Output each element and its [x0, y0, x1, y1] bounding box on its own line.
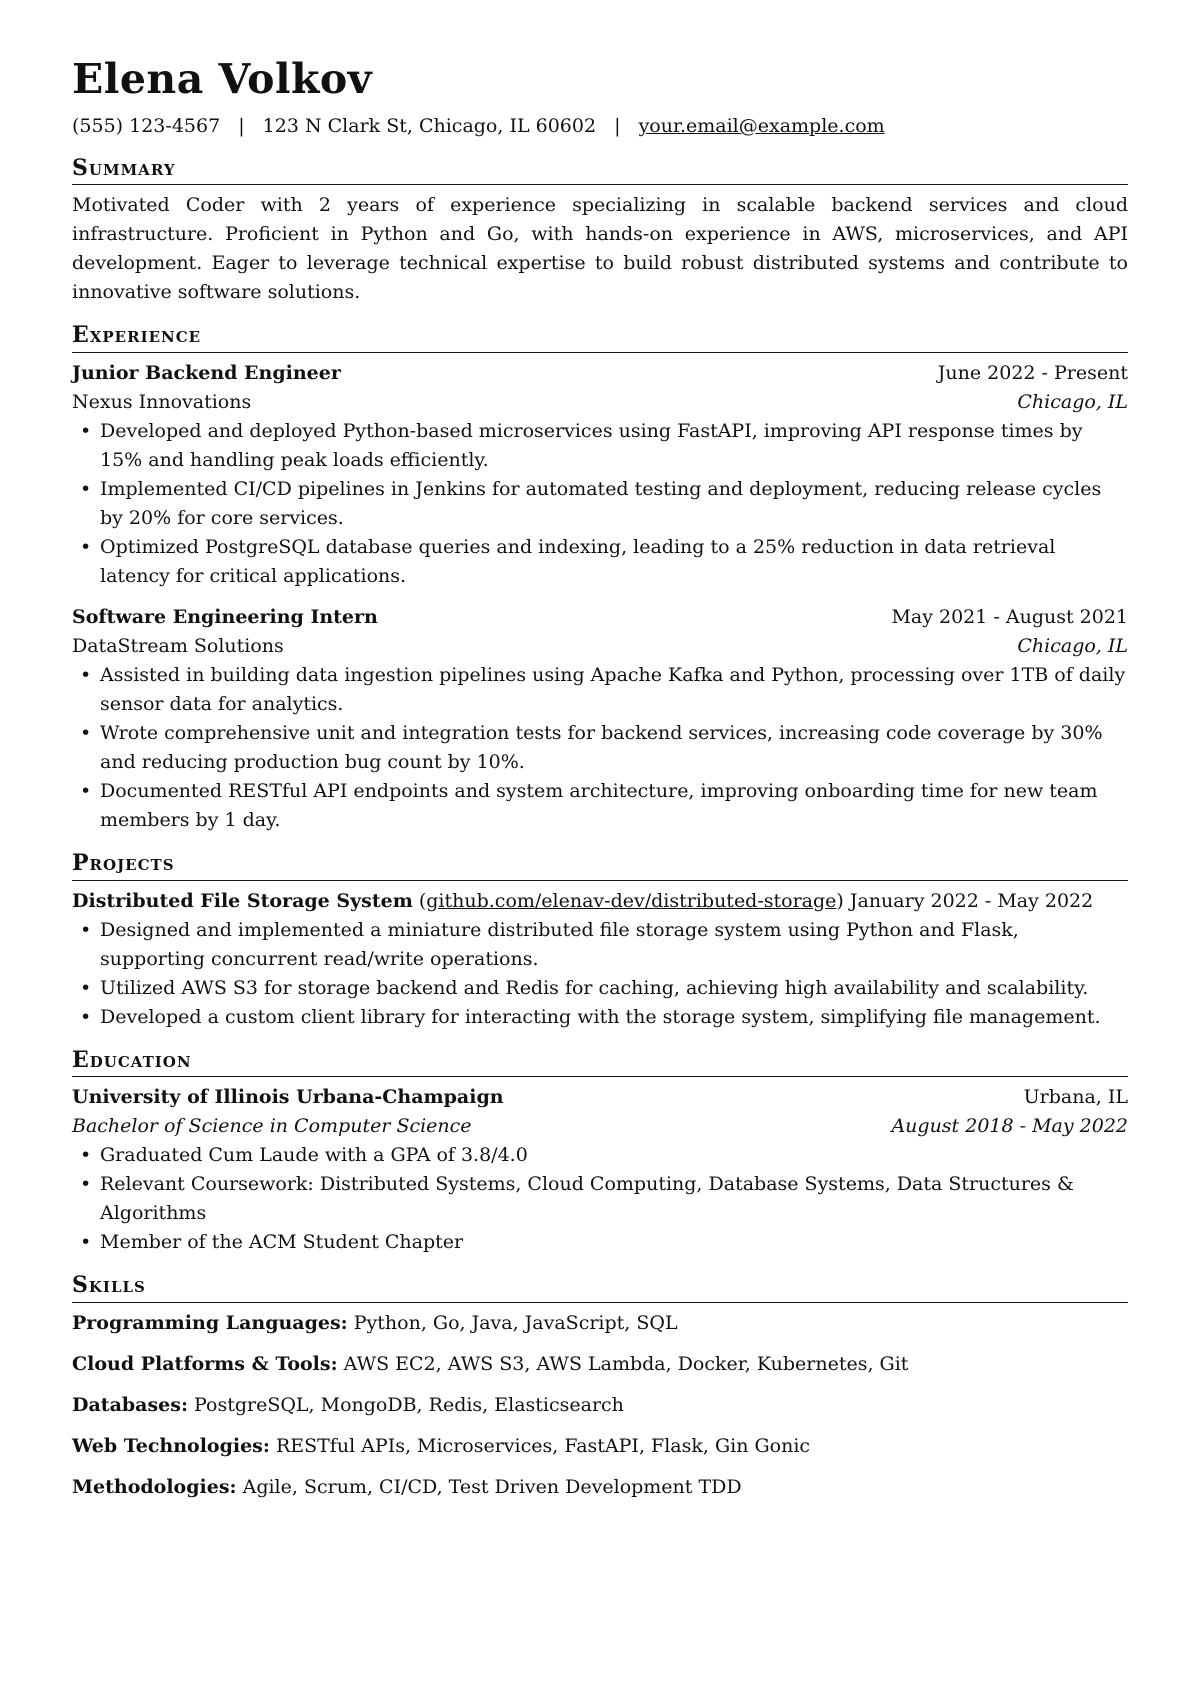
summary-text: Motivated Coder with 2 years of experience specializing in scalable backend services and cloud infrastructure. Proficient in Python and Go, with hands-on experience in AWS, microservices, and API development. Eager to leverage technical expertise to build robust distributed systems and contribute to innovative software solutions. [72, 194, 1128, 304]
job-bullet: • Optimized PostgreSQL database queries and indexing, leading to a 25% reduction in data retrieval latency for critical applications. [72, 533, 1128, 591]
education-bullet: • Relevant Coursework: Distributed Systems, Cloud Computing, Database Systems, Data Structures & Algorithms [72, 1170, 1128, 1228]
education-bullets [72, 1141, 1128, 1257]
skill-value: AWS EC2, AWS S3, AWS Lambda, Docker, Kubernetes, Git [343, 1352, 909, 1375]
skill-row [72, 1432, 1128, 1461]
project-dates: January 2022 - May 2022 [849, 889, 1094, 912]
education-dates: August 2018 - May 2022 [891, 1115, 1128, 1138]
skill-label: Cloud Platforms & Tools: [72, 1352, 338, 1375]
experience-section [72, 321, 1128, 835]
address: 123 N Clark St, Chicago, IL 60602 [262, 115, 597, 138]
skill-row [72, 1391, 1128, 1420]
skills-section [72, 1271, 1128, 1502]
email-link[interactable]: your.email@example.com [638, 115, 885, 138]
education-entry [72, 1083, 1128, 1257]
skill-label: Web Technologies: [72, 1434, 270, 1457]
project-bullet: • Developed a custom client library for interacting with the storage system, simplifying file management. [72, 1003, 1128, 1032]
skill-label: Databases: [72, 1393, 188, 1416]
job-dates: May 2021 - August 2021 [891, 605, 1128, 628]
job-location: Chicago, IL [1017, 390, 1128, 413]
skill-value: Python, Go, Java, JavaScript, SQL [353, 1311, 678, 1334]
skill-row [72, 1350, 1128, 1379]
education-section [72, 1046, 1128, 1258]
job-role: Software Engineering Intern [72, 605, 378, 628]
education-bullet: • Member of the ACM Student Chapter [72, 1228, 1128, 1257]
projects-section [72, 849, 1128, 1032]
resume-page [72, 56, 1128, 1514]
phone-number: (555) 123-4567 [72, 115, 221, 138]
degree: Bachelor of Science in Computer Science [72, 1115, 472, 1138]
job-dates: June 2022 - Present [937, 361, 1128, 384]
project-bullet: • Designed and implemented a miniature distributed file storage system using Python and Flask, supporting concurrent read/write operations. [72, 916, 1128, 974]
contact-separator: | [614, 115, 621, 138]
candidate-name: Elena Volkov [72, 55, 373, 103]
job-bullets [72, 661, 1128, 835]
skill-value: RESTful APIs, Microservices, FastAPI, Flask, Gin Gonic [275, 1434, 811, 1457]
contact-separator: | [238, 115, 245, 138]
job-bullet: • Developed and deployed Python-based microservices using FastAPI, improving API response times by 15% and handling peak loads efficiently. [72, 417, 1128, 475]
job-location: Chicago, IL [1017, 634, 1128, 657]
job-role: Junior Backend Engineer [72, 361, 341, 384]
job-bullet: • Documented RESTful API endpoints and system architecture, improving onboarding time for new team members by 1 day. [72, 777, 1128, 835]
job-company: Nexus Innovations [72, 390, 252, 413]
section-title-education: Education [72, 1046, 1128, 1078]
job-bullets [72, 417, 1128, 591]
skill-row [72, 1309, 1128, 1338]
skill-value: Agile, Scrum, CI/CD, Test Driven Development TDD [242, 1475, 742, 1498]
skill-row [72, 1473, 1128, 1502]
skill-label: Programming Languages: [72, 1311, 348, 1334]
skill-value: PostgreSQL, MongoDB, Redis, Elasticsearch [194, 1393, 624, 1416]
project-header: Distributed File Storage System (github.com/elenav-dev/distributed-storage) January 2022 - May 2022 [72, 889, 1094, 912]
section-title-skills: Skills [72, 1271, 1128, 1303]
contact-line [72, 113, 1128, 140]
job-entry [72, 359, 1128, 591]
project-link[interactable]: github.com/elenav-dev/distributed-storage [426, 889, 837, 912]
project-entry [72, 887, 1128, 1032]
project-name: Distributed File Storage System [72, 889, 413, 912]
job-bullet: • Wrote comprehensive unit and integration tests for backend services, increasing code coverage by 30% and reducing production bug count by 10%. [72, 719, 1128, 777]
job-entry [72, 603, 1128, 835]
summary-section [72, 154, 1128, 308]
job-bullet: • Assisted in building data ingestion pipelines using Apache Kafka and Python, processing over 1TB of daily sensor data for analytics. [72, 661, 1128, 719]
section-title-projects: Projects [72, 849, 1128, 881]
section-title-experience: Experience [72, 321, 1128, 353]
job-company: DataStream Solutions [72, 634, 284, 657]
skill-label: Methodologies: [72, 1475, 237, 1498]
project-bullet: • Utilized AWS S3 for storage backend and Redis for caching, achieving high availability and scalability. [72, 974, 1128, 1003]
section-title-summary: Summary [72, 154, 1128, 186]
education-bullet: • Graduated Cum Laude with a GPA of 3.8/4.0 [72, 1141, 1128, 1170]
school-location: Urbana, IL [1023, 1086, 1128, 1109]
project-bullets [72, 916, 1128, 1032]
job-bullet: • Implemented CI/CD pipelines in Jenkins for automated testing and deployment, reducing release cycles by 20% for core services. [72, 475, 1128, 533]
school-name: University of Illinois Urbana-Champaign [72, 1086, 504, 1109]
